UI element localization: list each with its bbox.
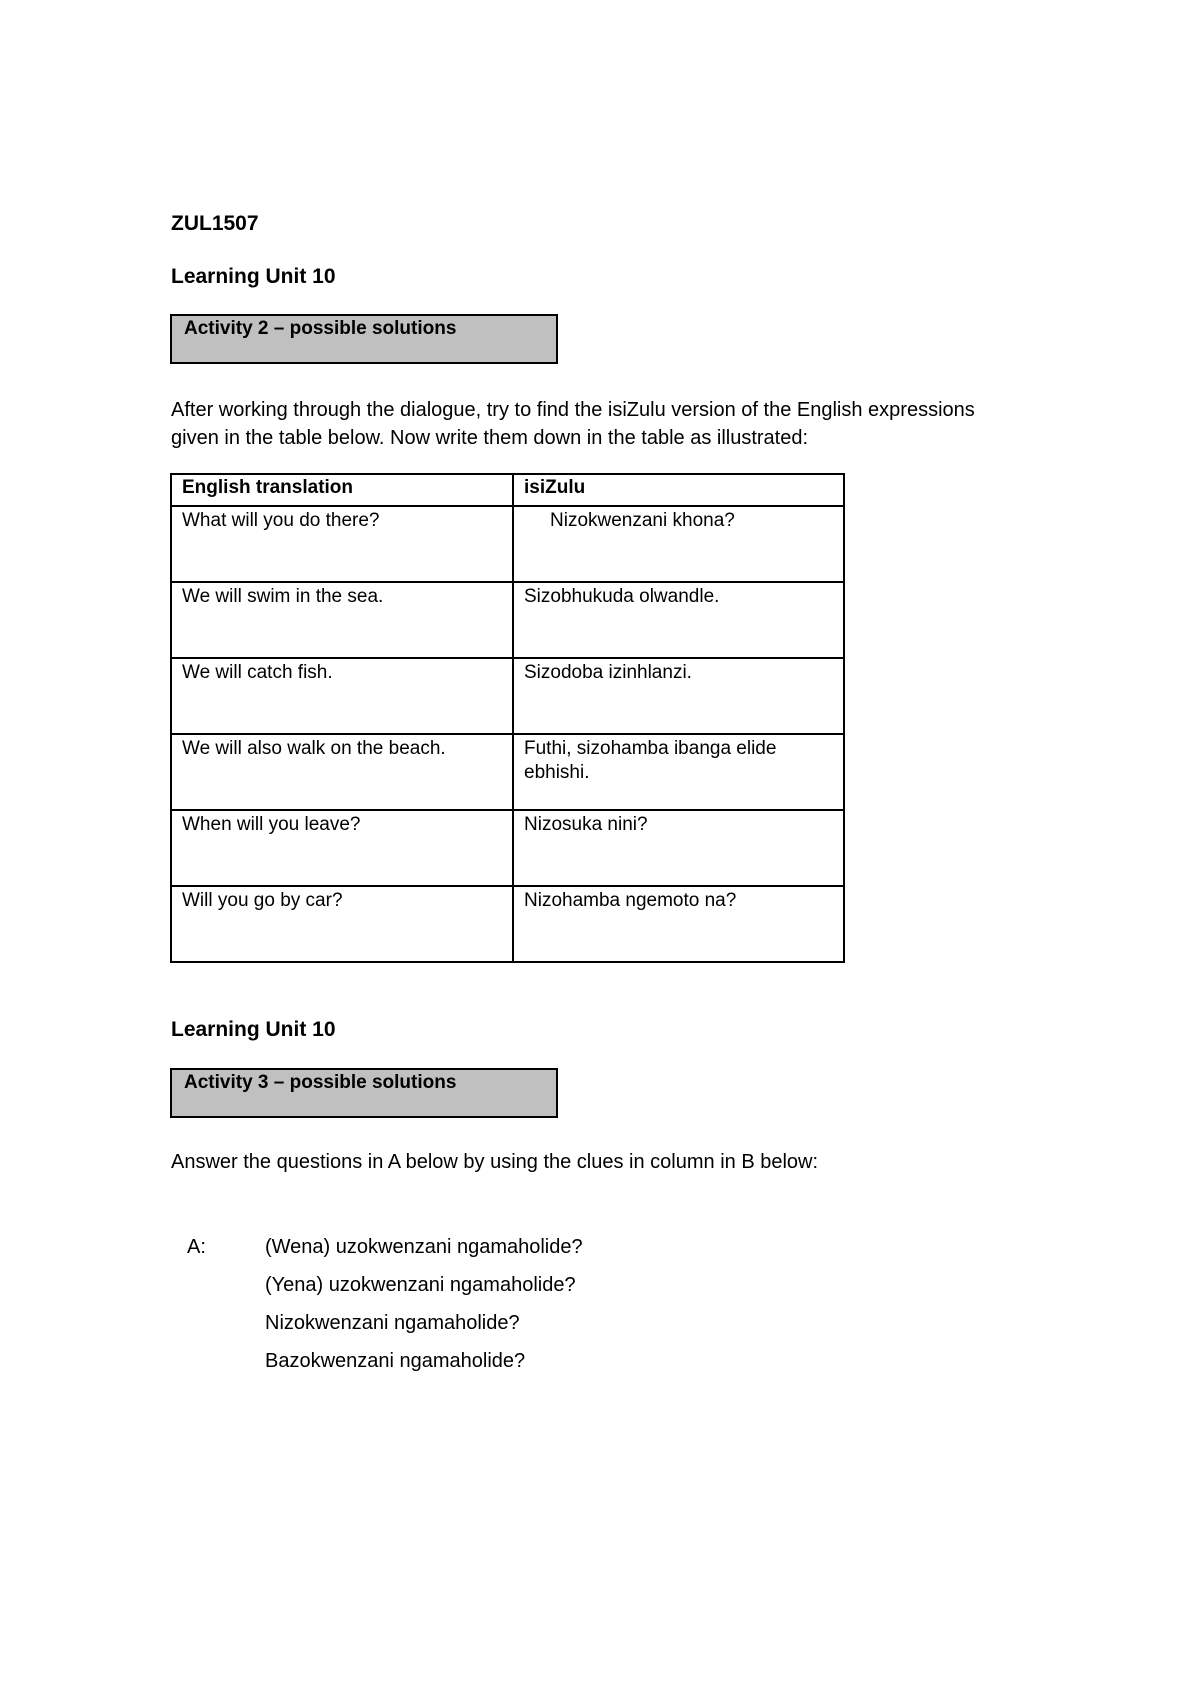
isizulu-cell: Futhi, sizohamba ibanga elide ebhishi.: [513, 734, 844, 810]
table-row: [171, 506, 844, 582]
english-cell: When will you leave?: [171, 810, 513, 886]
list-item: (Wena) uzokwenzani ngamaholide?: [265, 1236, 583, 1258]
instruction-paragraph-1: [171, 396, 1091, 452]
header-isizulu: isiZulu: [513, 474, 844, 506]
english-cell: Will you go by car?: [171, 886, 513, 962]
translation-table: [170, 473, 845, 963]
list-item: (Yena) uzokwenzani ngamaholide?: [265, 1274, 576, 1296]
english-cell: We will swim in the sea.: [171, 582, 513, 658]
table-row: [171, 886, 844, 962]
table-header-row: [171, 474, 844, 506]
isizulu-cell: Nizosuka nini?: [513, 810, 844, 886]
activity-2-title: Activity 2 – possible solutions: [184, 318, 457, 339]
english-cell: We will also walk on the beach.: [171, 734, 513, 810]
english-cell: What will you do there?: [171, 506, 513, 582]
instruction-paragraph-2: Answer the questions in A below by using the clues in column in B below:: [171, 1151, 819, 1173]
list-item: Nizokwenzani ngamaholide?: [265, 1312, 520, 1334]
english-cell: We will catch fish.: [171, 658, 513, 734]
table-row: [171, 658, 844, 734]
activity-2-box: [170, 314, 558, 364]
isizulu-cell: Sizodoba izinhlanzi.: [513, 658, 844, 734]
header-english: English translation: [171, 474, 513, 506]
table-row: [171, 734, 844, 810]
unit-heading-1: Learning Unit 10: [171, 265, 336, 288]
list-item: Bazokwenzani ngamaholide?: [265, 1350, 526, 1372]
instruction-line-1: After working through the dialogue, try to find the isiZulu version of the English expressions: [171, 399, 975, 421]
unit-heading-2: Learning Unit 10: [171, 1018, 336, 1041]
list-label-a: A:: [187, 1236, 206, 1258]
table-row: [171, 582, 844, 658]
isizulu-cell: Nizohamba ngemoto na?: [513, 886, 844, 962]
isizulu-cell: Sizobhukuda olwandle.: [513, 582, 844, 658]
instruction-line-2: given in the table below. Now write them down in the table as illustrated:: [171, 427, 809, 449]
course-code: ZUL1507: [171, 212, 259, 235]
activity-3-box: [170, 1068, 558, 1118]
isizulu-cell: Nizokwenzani khona?: [513, 506, 844, 582]
activity-3-title: Activity 3 – possible solutions: [184, 1072, 457, 1093]
table-row: [171, 810, 844, 886]
